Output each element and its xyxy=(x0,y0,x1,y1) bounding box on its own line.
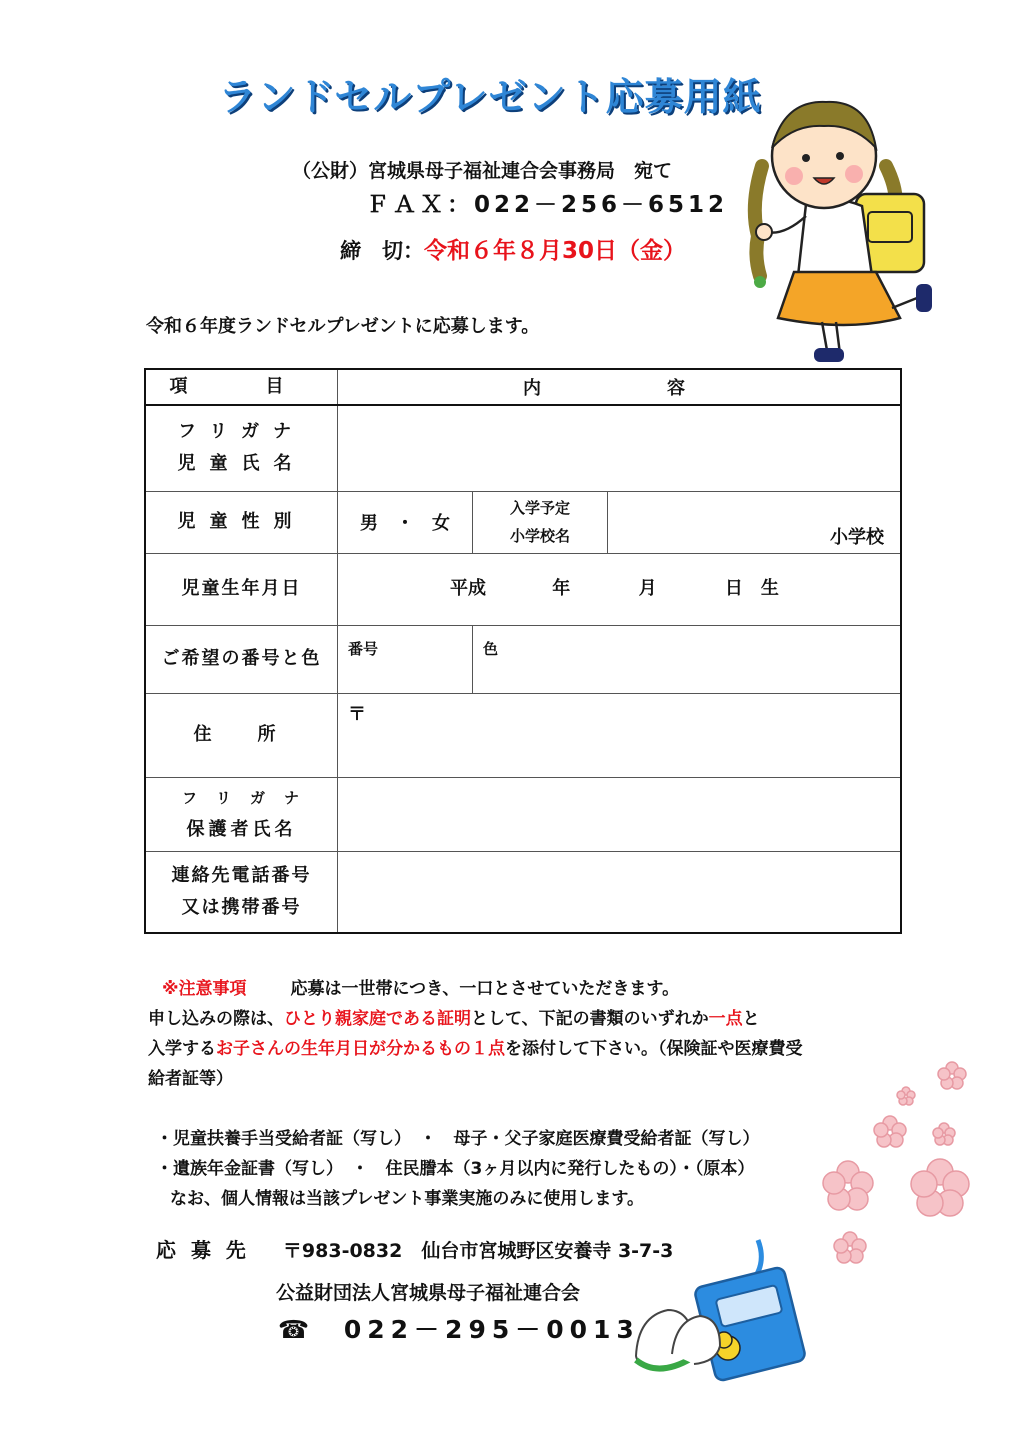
number-field[interactable] xyxy=(338,625,473,693)
gender-options[interactable]: 男 ・ 女 xyxy=(338,491,473,553)
page-title: ランドセルプレゼント応募用紙 xyxy=(218,75,762,119)
school-label-line2: 小学校名 xyxy=(509,527,570,545)
caution-text: 応募は一世帯につき、一口とさせていただきます。 xyxy=(290,979,680,999)
furigana-label: フリガナ xyxy=(177,421,306,443)
caution-line-2-red1: ひとり親家庭である証明 xyxy=(284,1009,471,1029)
caution-line-2a: 申し込みの際は、 xyxy=(148,1009,284,1029)
child-gender-label: 児童性別 xyxy=(145,491,338,553)
caution-line-3b: を添付して下さい。（保険証や医療費受 xyxy=(505,1039,803,1059)
birthdate-label: 児童生年月日 xyxy=(145,553,338,625)
girl-with-backpack-illustration xyxy=(744,86,944,372)
caution-line-3a: 入学する xyxy=(148,1039,216,1059)
deadline-value: 令和６年８月30日（金） xyxy=(424,238,687,264)
contact-address: 〒983-0832 仙台市宮城野区安養寺 3-7-3 xyxy=(282,1240,674,1262)
phone-label xyxy=(145,851,338,933)
address-label: 住 所 xyxy=(145,693,338,777)
birthdate-field[interactable] xyxy=(338,553,902,625)
wish-label: ご希望の番号と色 xyxy=(145,625,338,693)
cherry-blossom-decoration xyxy=(812,1058,992,1288)
caution-line-2c: と xyxy=(742,1009,760,1029)
document-line-1: ・児童扶養手当受給者証（写し） ・ 母子・父子家庭医療費受給者証（写し） xyxy=(156,1129,760,1149)
school-suffix: 小学校 xyxy=(830,526,884,548)
child-name-label xyxy=(145,405,338,491)
birth-day: 日 生 xyxy=(724,577,779,599)
child-name-text: 児童氏名 xyxy=(177,453,306,475)
caution-line-2 xyxy=(148,1004,918,1034)
deadline xyxy=(340,232,686,265)
caution-line-3-red: お子さんの生年月日が分かるもの１点 xyxy=(216,1039,505,1059)
deadline-label: 締 切： xyxy=(340,239,424,263)
contact-address-row xyxy=(156,1234,673,1263)
header-item: 項 目 xyxy=(145,369,338,405)
caution-line-2-red2: 一点 xyxy=(708,1009,743,1029)
color-label: 色 xyxy=(483,639,499,658)
color-field[interactable] xyxy=(473,625,902,693)
caution-line-1 xyxy=(148,974,918,1004)
guardian-furigana-label: フ リ ガ ナ xyxy=(181,789,301,807)
birth-era: 平成 xyxy=(450,577,486,599)
school-label-line1: 入学予定 xyxy=(509,499,570,517)
number-label: 番号 xyxy=(348,639,379,658)
contact-label: 応 募 先 xyxy=(156,1238,250,1262)
guardian-name-field[interactable] xyxy=(338,777,902,851)
school-shoes-and-bag-illustration xyxy=(628,1236,806,1386)
header-content: 内 容 xyxy=(338,369,902,405)
caution-line-3 xyxy=(148,1034,918,1064)
child-name-field[interactable] xyxy=(338,405,902,491)
document-line-2: ・遺族年金証書（写し） ・ 住民謄本（3ヶ月以内に発行したもの）・（原本） xyxy=(156,1159,755,1179)
application-form-table xyxy=(144,368,902,934)
privacy-note: なお、個人情報は当該プレゼント事業実施のみに使用します。 xyxy=(170,1189,644,1209)
birth-year: 年 xyxy=(552,577,571,599)
caution-label: ※注意事項 xyxy=(162,979,247,999)
phone-field[interactable] xyxy=(338,851,902,933)
caution-line-2b: として、下記の書類のいずれか xyxy=(471,1009,709,1029)
phone-label-line2: 又は携帯番号 xyxy=(181,896,302,918)
intro-text: 令和６年度ランドセルプレゼントに応募します。 xyxy=(146,316,540,337)
phone-row xyxy=(278,1310,640,1346)
postal-mark: 〒 xyxy=(348,703,366,725)
school-name-field[interactable] xyxy=(608,491,902,553)
guardian-name-label xyxy=(145,777,338,851)
address-field[interactable] xyxy=(338,693,902,777)
phone-icon: ☎ xyxy=(278,1315,316,1344)
caution-line-4: 給者証等） xyxy=(148,1069,233,1089)
birth-month: 月 xyxy=(638,577,657,599)
phone-number: 022－295－0013 xyxy=(343,1315,640,1344)
fax-number: ＦＡＸ：022－256－6512 xyxy=(366,192,729,218)
guardian-name-text: 保護者氏名 xyxy=(186,819,297,840)
caution-notes xyxy=(148,974,918,1094)
school-label xyxy=(473,491,608,553)
organization-name: 公益財団法人宮城県母子福祉連合会 xyxy=(276,1282,581,1304)
recipient-address: （公財）宮城県母子福祉連合会事務局 宛て xyxy=(292,160,673,182)
phone-label-line1: 連絡先電話番号 xyxy=(171,864,312,886)
required-documents xyxy=(156,1124,760,1214)
